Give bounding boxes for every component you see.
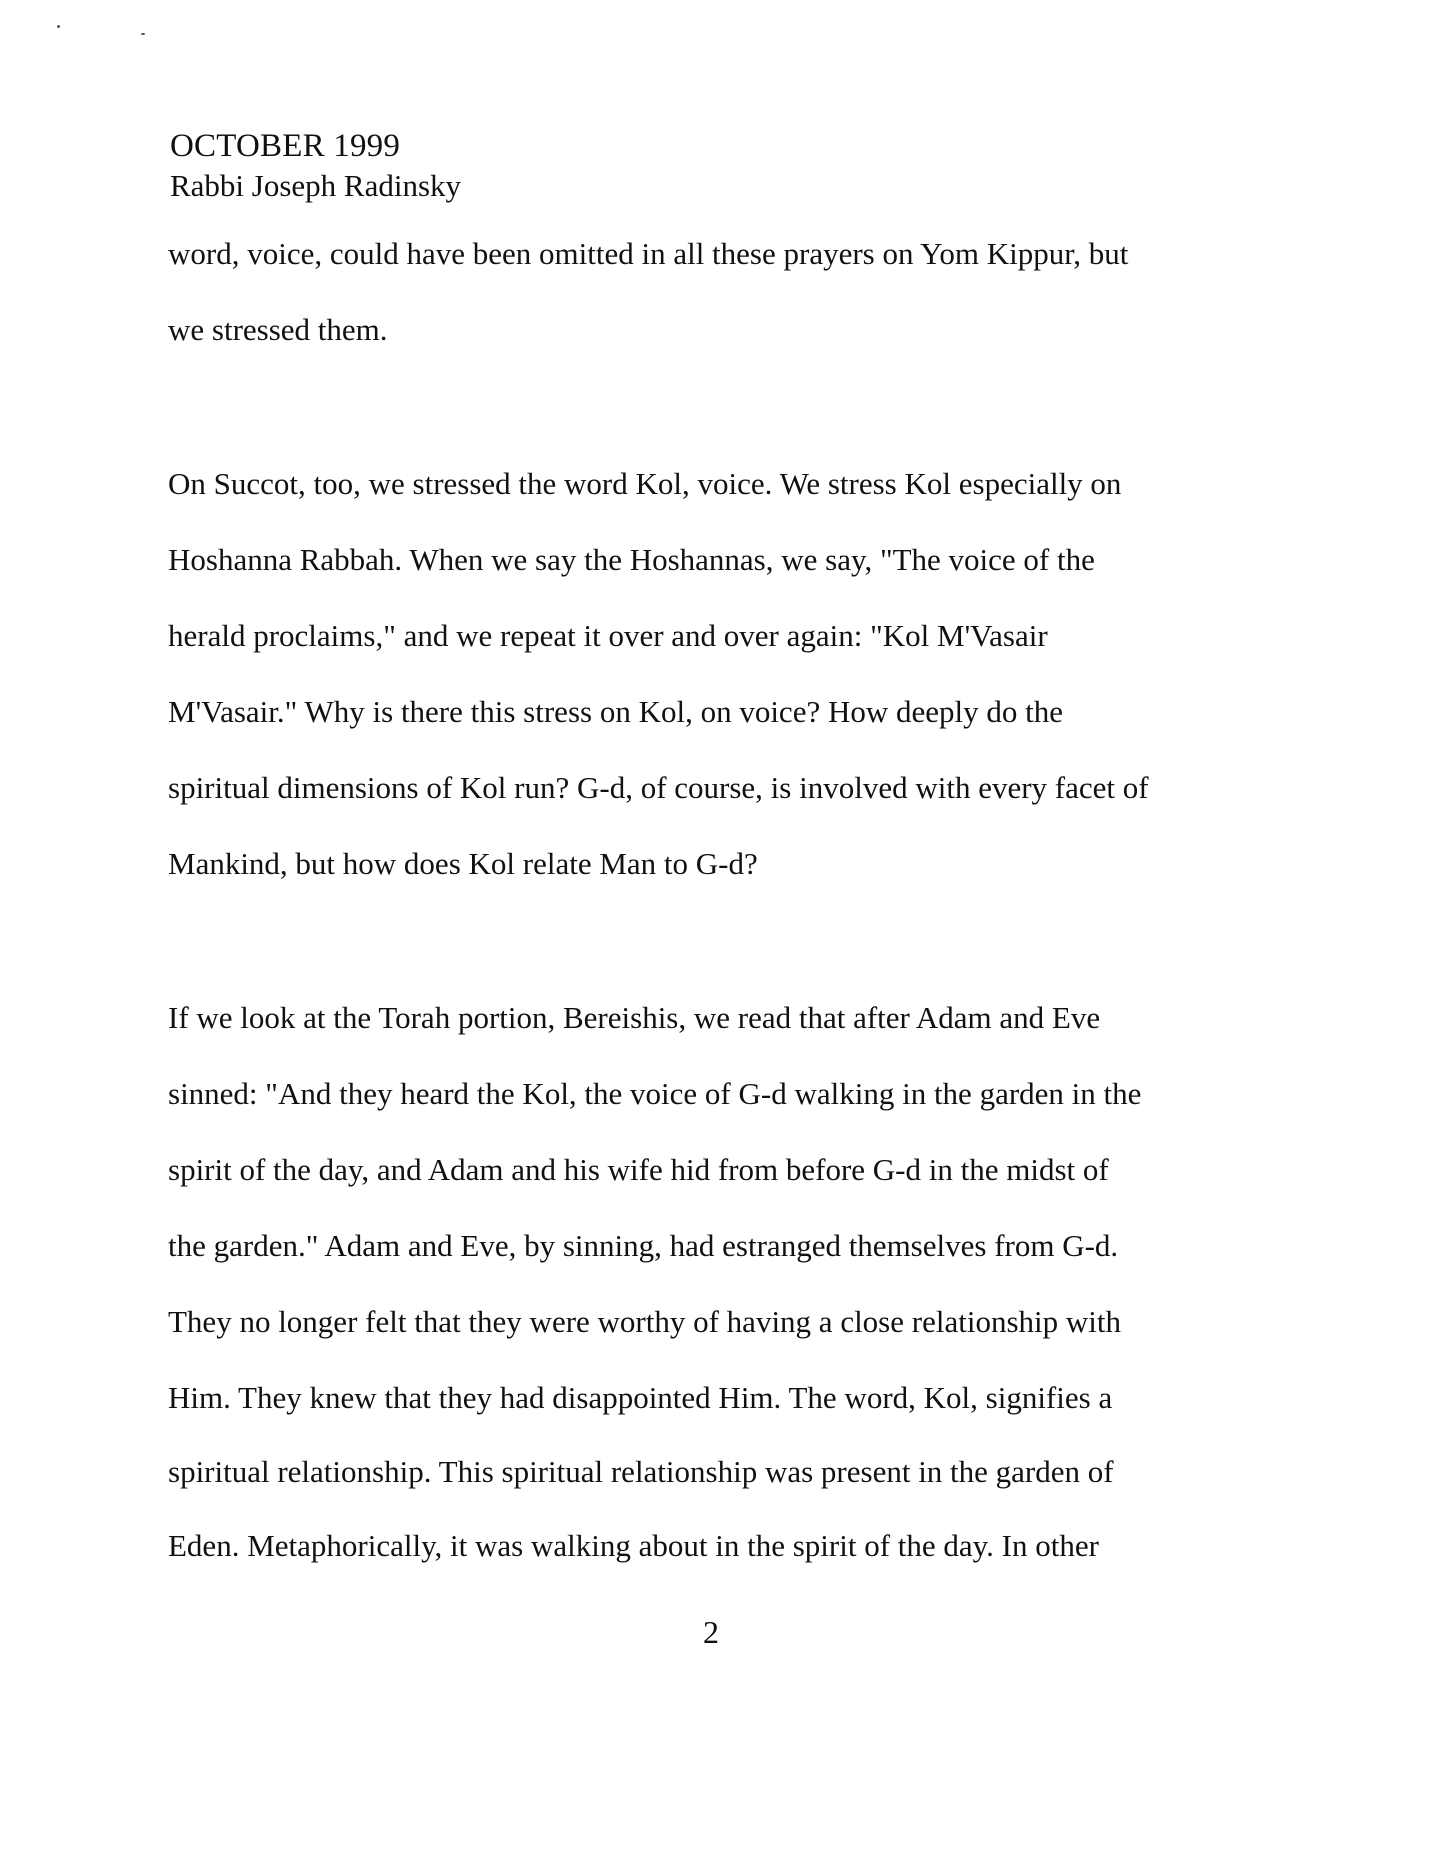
text-line: If we look at the Torah portion, Bereishis, we read that after Adam and Eve (168, 1000, 1101, 1035)
header-author: Rabbi Joseph Radinsky (170, 168, 462, 203)
text-line: Him. They knew that they had disappointed Him. The word, Kol, signifies a (168, 1380, 1113, 1415)
text-line: we stressed them. (168, 312, 388, 347)
text-line: On Succot, too, we stressed the word Kol, voice. We stress Kol especially on (168, 466, 1122, 501)
header-date: OCTOBER 1999 (170, 128, 401, 164)
text-line: spiritual relationship. This spiritual relationship was present in the garden of (168, 1454, 1114, 1489)
text-line: Eden. Metaphorically, it was walking about in the spirit of the day. In other (168, 1528, 1099, 1563)
scan-speck (141, 33, 145, 35)
text-line: They no longer felt that they were worthy of having a close relationship with (168, 1304, 1121, 1339)
text-line: spirit of the day, and Adam and his wife hid from before G-d in the midst of (168, 1152, 1109, 1187)
text-line: Mankind, but how does Kol relate Man to G-d? (168, 846, 758, 881)
text-line: M'Vasair." Why is there this stress on Kol, on voice? How deeply do the (168, 694, 1063, 729)
text-line: Hoshanna Rabbah. When we say the Hoshannas, we say, "The voice of the (168, 542, 1095, 577)
text-line: sinned: "And they heard the Kol, the voice of G-d walking in the garden in the (168, 1076, 1142, 1111)
scan-speck (57, 25, 60, 28)
page-number: 2 (703, 1614, 719, 1650)
document-header (170, 126, 461, 206)
text-line: the garden." Adam and Eve, by sinning, had estranged themselves from G-d. (168, 1228, 1119, 1263)
text-line: herald proclaims," and we repeat it over and over again: "Kol M'Vasair (168, 618, 1048, 653)
text-line: spiritual dimensions of Kol run? G-d, of course, is involved with every facet of (168, 770, 1149, 805)
text-line: word, voice, could have been omitted in all these prayers on Yom Kippur, but (168, 236, 1129, 271)
